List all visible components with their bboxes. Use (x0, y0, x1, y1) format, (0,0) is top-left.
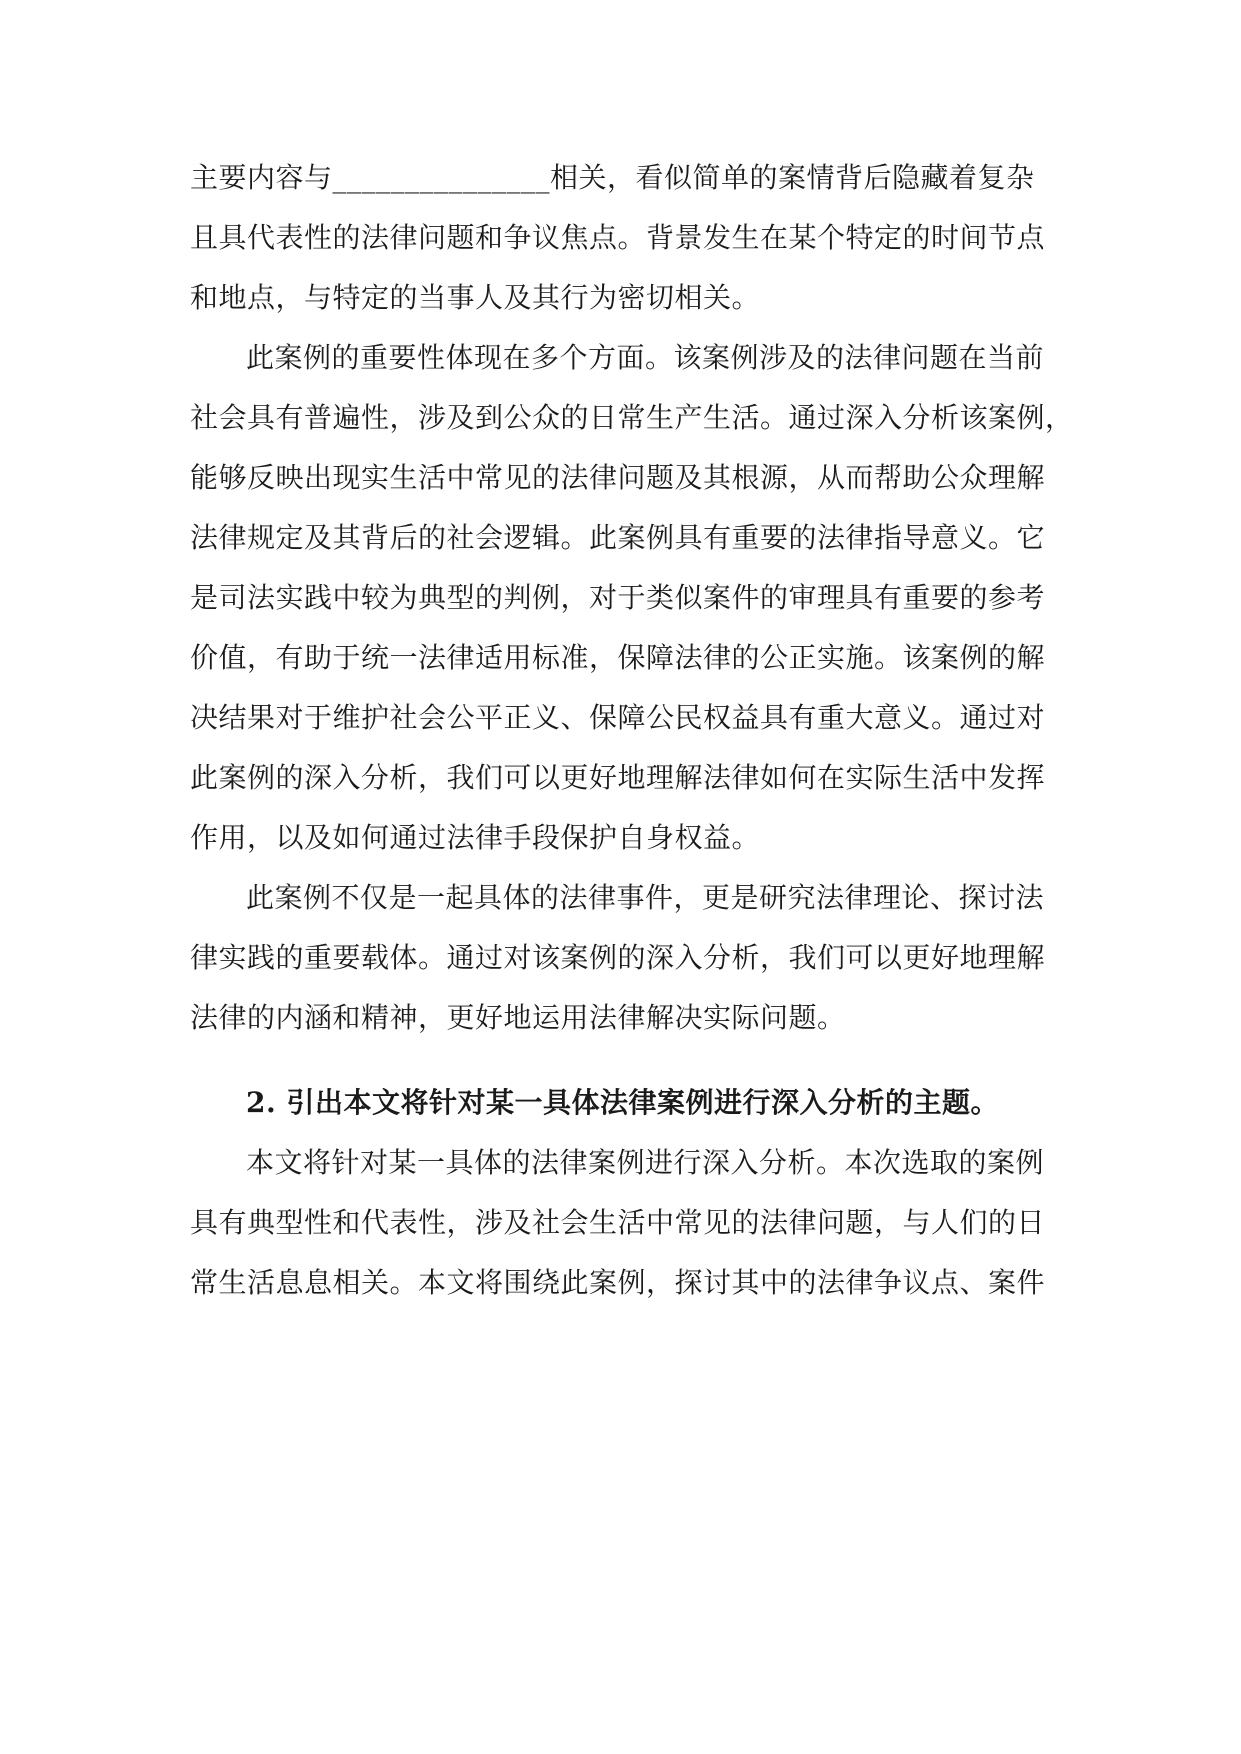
paragraph-line: 此案例的深入分析，我们可以更好地理解法律如何在实际生活中发挥 (190, 761, 1046, 794)
paragraph-line: 常生活息息相关。本文将围绕此案例，探讨其中的法律争议点、案件 (190, 1266, 1046, 1299)
paragraph-line: 具有典型性和代表性，涉及社会生活中常见的法律问题，与人们的日 (190, 1206, 1046, 1239)
paragraph-line: 主要内容与_______________相关，看似简单的案情背后隐藏着复杂 (190, 161, 1035, 194)
section-spacer (190, 1048, 1070, 1073)
paragraph-line: 此案例的重要性体现在多个方面。该案例涉及的法律问题在当前 (246, 341, 1045, 374)
paragraph-1 (190, 148, 1070, 328)
paragraph-line: 律实践的重要载体。通过对该案例的深入分析，我们可以更好地理解 (190, 941, 1046, 974)
paragraph-line: 和地点，与特定的当事人及其行为密切相关。 (190, 281, 761, 314)
document-body (190, 148, 1074, 1313)
paragraph-line: 本文将针对某一具体的法律案例进行深入分析。本次选取的案例 (246, 1146, 1045, 1179)
paragraph-line: 能够反映出现实生活中常见的法律问题及其根源，从而帮助公众理解 (190, 461, 1046, 494)
paragraph-line: 此案例不仅是一起具体的法律事件，更是研究法律理论、探讨法 (246, 881, 1045, 914)
paragraph-line: 法律的内涵和精神，更好地运用法律解决实际问题。 (190, 1001, 846, 1034)
paragraph-2 (190, 328, 1074, 868)
section-heading: 2. 引出本文将针对某一具体法律案例进行深入分析的主题。 (246, 1086, 999, 1119)
paragraph-4 (190, 1133, 1070, 1313)
paragraph-line: 决结果对于维护社会公平正义、保障公民权益具有重大意义。通过对 (190, 701, 1046, 734)
paragraph-line: 且具代表性的法律问题和争议焦点。背景发生在某个特定的时间节点 (190, 221, 1046, 254)
paragraph-line: 价值，有助于统一法律适用标准，保障法律的公正实施。该案例的解 (190, 641, 1046, 674)
paragraph-line: 法律规定及其背后的社会逻辑。此案例具有重要的法律指导意义。它 (190, 521, 1046, 554)
paragraph-3 (190, 868, 1070, 1048)
paragraph-line: 作用，以及如何通过法律手段保护自身权益。 (190, 821, 761, 854)
paragraph-line: 是司法实践中较为典型的判例，对于类似案件的审理具有重要的参考 (190, 581, 1046, 614)
paragraph-line: 社会具有普遍性，涉及到公众的日常生产生活。通过深入分析该案例， (190, 401, 1074, 434)
